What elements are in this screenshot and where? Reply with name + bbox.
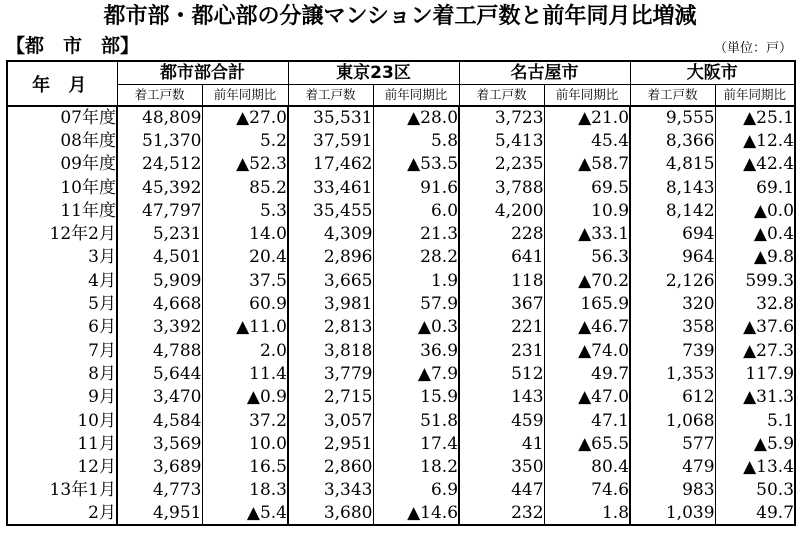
cell-yoy: 56.3 — [544, 246, 630, 269]
cell-yoy: ▲0.9 — [202, 386, 288, 409]
cell-starts: 45,392 — [117, 176, 202, 199]
cell-yoy: 1.8 — [544, 502, 630, 525]
cell-starts: 3,818 — [288, 339, 373, 362]
cell-yoy: 20.4 — [202, 246, 288, 269]
city-header-nagoya: 名古屋市 — [459, 61, 630, 85]
cell-yoy: ▲52.3 — [202, 153, 288, 176]
cell-yoy: ▲14.6 — [373, 502, 459, 525]
cell-yoy: ▲70.2 — [544, 269, 630, 292]
cell-starts: 5,231 — [117, 222, 202, 245]
cell-starts: 739 — [630, 339, 715, 362]
row-period: 4月 — [88, 270, 116, 291]
cell-starts: 3,470 — [117, 386, 202, 409]
cell-yoy: 10.0 — [202, 432, 288, 455]
table-row — [7, 269, 795, 292]
cell-starts: 3,665 — [288, 269, 373, 292]
cell-starts: 51,370 — [117, 129, 202, 152]
row-period: 10年度 — [60, 177, 116, 198]
cell-starts: 3,981 — [288, 292, 373, 315]
table-row — [7, 292, 795, 315]
table-row — [7, 339, 795, 362]
cell-yoy: 18.2 — [373, 455, 459, 478]
cell-yoy: ▲0.4 — [715, 222, 795, 245]
cell-yoy: 2.0 — [202, 339, 288, 362]
row-period: 09年度 — [60, 154, 116, 175]
cell-yoy: 49.7 — [544, 362, 630, 385]
table-body — [7, 106, 795, 525]
table-row — [7, 409, 795, 432]
cell-yoy: 51.8 — [373, 409, 459, 432]
cell-starts: 35,455 — [288, 199, 373, 222]
cell-yoy: 45.4 — [544, 129, 630, 152]
cell-yoy: 60.9 — [202, 292, 288, 315]
cell-starts: 8,143 — [630, 176, 715, 199]
cell-starts: 512 — [459, 362, 544, 385]
cell-yoy: 6.0 — [373, 199, 459, 222]
cell-yoy: 6.9 — [373, 479, 459, 502]
cell-yoy: 80.4 — [544, 455, 630, 478]
cell-starts: 1,353 — [630, 362, 715, 385]
cell-yoy: 17.4 — [373, 432, 459, 455]
row-period: 3月 — [88, 247, 116, 268]
row-period: 10月 — [77, 410, 116, 431]
cell-yoy: ▲7.9 — [373, 362, 459, 385]
cell-starts: 4,668 — [117, 292, 202, 315]
sub-header-starts: 着工戸数 — [630, 85, 715, 107]
table-row — [7, 479, 795, 502]
cell-yoy: ▲28.0 — [373, 106, 459, 129]
cell-yoy: 47.1 — [544, 409, 630, 432]
city-header-row — [7, 61, 795, 85]
cell-starts: 358 — [630, 316, 715, 339]
cell-yoy: 11.4 — [202, 362, 288, 385]
cell-starts: 3,569 — [117, 432, 202, 455]
row-period: 5月 — [88, 294, 116, 315]
sub-header-yoy: 前年同期比 — [373, 85, 459, 107]
table-row — [7, 246, 795, 269]
cell-starts: 612 — [630, 386, 715, 409]
period-header: 年 月 — [7, 61, 117, 106]
cell-yoy: 49.7 — [715, 502, 795, 525]
cell-starts: 964 — [630, 246, 715, 269]
cell-yoy: 37.5 — [202, 269, 288, 292]
row-period: 12年2月 — [49, 224, 116, 245]
cell-starts: 3,392 — [117, 316, 202, 339]
cell-yoy: ▲33.1 — [544, 222, 630, 245]
cell-yoy: 32.8 — [715, 292, 795, 315]
table-row — [7, 176, 795, 199]
cell-yoy: 74.6 — [544, 479, 630, 502]
cell-starts: 33,461 — [288, 176, 373, 199]
cell-starts: 8,142 — [630, 199, 715, 222]
cell-yoy: ▲5.9 — [715, 432, 795, 455]
cell-yoy: 18.3 — [202, 479, 288, 502]
cell-starts: 221 — [459, 316, 544, 339]
cell-starts: 4,951 — [117, 502, 202, 525]
cell-yoy: ▲5.4 — [202, 502, 288, 525]
cell-yoy: ▲74.0 — [544, 339, 630, 362]
cell-yoy: 37.2 — [202, 409, 288, 432]
cell-yoy: 50.3 — [715, 479, 795, 502]
cell-starts: 3,343 — [288, 479, 373, 502]
cell-starts: 459 — [459, 409, 544, 432]
row-period: 7月 — [88, 340, 116, 361]
cell-starts: 4,584 — [117, 409, 202, 432]
cell-yoy: ▲9.8 — [715, 246, 795, 269]
cell-starts: 4,501 — [117, 246, 202, 269]
cell-starts: 5,909 — [117, 269, 202, 292]
cell-starts: 3,788 — [459, 176, 544, 199]
cell-yoy: ▲31.3 — [715, 386, 795, 409]
cell-yoy: ▲13.4 — [715, 455, 795, 478]
cell-yoy: ▲12.4 — [715, 129, 795, 152]
cell-yoy: ▲42.4 — [715, 153, 795, 176]
cell-starts: 577 — [630, 432, 715, 455]
table-row — [7, 316, 795, 339]
city-header-tokyo: 東京23区 — [288, 61, 459, 85]
page-title: 都市部・都心部の分譲マンション着工戸数と前年同月比増減 — [103, 4, 697, 29]
cell-yoy: 5.2 — [202, 129, 288, 152]
table-row — [7, 455, 795, 478]
sub-header-starts: 着工戸数 — [117, 85, 202, 107]
cell-starts: 3,723 — [459, 106, 544, 129]
cell-starts: 2,235 — [459, 153, 544, 176]
cell-starts: 5,413 — [459, 129, 544, 152]
cell-yoy: 1.9 — [373, 269, 459, 292]
cell-starts: 9,555 — [630, 106, 715, 129]
table-row — [7, 129, 795, 152]
cell-starts: 2,860 — [288, 455, 373, 478]
row-period: 8月 — [88, 363, 116, 384]
table-row — [7, 153, 795, 176]
table-row — [7, 362, 795, 385]
cell-starts: 231 — [459, 339, 544, 362]
cell-yoy: 69.1 — [715, 176, 795, 199]
table-row — [7, 222, 795, 245]
cell-yoy: ▲21.0 — [544, 106, 630, 129]
cell-starts: 367 — [459, 292, 544, 315]
cell-starts: 5,644 — [117, 362, 202, 385]
cell-yoy: 69.5 — [544, 176, 630, 199]
cell-starts: 143 — [459, 386, 544, 409]
cell-starts: 320 — [630, 292, 715, 315]
cell-yoy: ▲27.0 — [202, 106, 288, 129]
table-row — [7, 199, 795, 222]
cell-starts: 3,779 — [288, 362, 373, 385]
cell-starts: 17,462 — [288, 153, 373, 176]
cell-starts: 37,591 — [288, 129, 373, 152]
table-row — [7, 502, 795, 525]
row-period: 11年度 — [60, 200, 116, 221]
row-period: 08年度 — [60, 130, 116, 151]
sub-header-row — [7, 85, 795, 107]
cell-yoy: 165.9 — [544, 292, 630, 315]
cell-starts: 479 — [630, 455, 715, 478]
cell-yoy: 5.8 — [373, 129, 459, 152]
sub-header-yoy: 前年同期比 — [715, 85, 795, 107]
sub-header-starts: 着工戸数 — [288, 85, 373, 107]
cell-yoy: 36.9 — [373, 339, 459, 362]
table-row — [7, 432, 795, 455]
cell-starts: 4,773 — [117, 479, 202, 502]
cell-starts: 2,126 — [630, 269, 715, 292]
cell-yoy: 57.9 — [373, 292, 459, 315]
unit-label: （単位：戸） — [713, 41, 792, 56]
table-row — [7, 106, 795, 129]
cell-starts: 41 — [459, 432, 544, 455]
cell-yoy: ▲58.7 — [544, 153, 630, 176]
cell-starts: 3,689 — [117, 455, 202, 478]
row-period: 11月 — [77, 433, 116, 454]
row-period: 6月 — [88, 317, 116, 338]
cell-starts: 48,809 — [117, 106, 202, 129]
cell-yoy: ▲27.3 — [715, 339, 795, 362]
cell-starts: 47,797 — [117, 199, 202, 222]
sub-header-starts: 着工戸数 — [459, 85, 544, 107]
cell-yoy: ▲37.6 — [715, 316, 795, 339]
cell-starts: 4,200 — [459, 199, 544, 222]
section-label: 【都 市 部】 — [6, 35, 140, 57]
sub-header-yoy: 前年同期比 — [202, 85, 288, 107]
cell-starts: 1,068 — [630, 409, 715, 432]
cell-starts: 3,057 — [288, 409, 373, 432]
housing-starts-table — [6, 60, 796, 526]
cell-starts: 350 — [459, 455, 544, 478]
table-row — [7, 386, 795, 409]
row-period: 2月 — [88, 503, 116, 524]
cell-starts: 232 — [459, 502, 544, 525]
cell-yoy: 10.9 — [544, 199, 630, 222]
city-header-total: 都市部合計 — [117, 61, 288, 85]
cell-yoy: 5.1 — [715, 409, 795, 432]
cell-starts: 118 — [459, 269, 544, 292]
cell-starts: 694 — [630, 222, 715, 245]
row-period: 13年1月 — [49, 480, 116, 501]
cell-yoy: 91.6 — [373, 176, 459, 199]
cell-starts: 24,512 — [117, 153, 202, 176]
cell-yoy: 5.3 — [202, 199, 288, 222]
cell-yoy: 14.0 — [202, 222, 288, 245]
cell-starts: 8,366 — [630, 129, 715, 152]
cell-starts: 1,039 — [630, 502, 715, 525]
cell-yoy: ▲65.5 — [544, 432, 630, 455]
cell-starts: 2,813 — [288, 316, 373, 339]
cell-starts: 4,788 — [117, 339, 202, 362]
cell-starts: 447 — [459, 479, 544, 502]
cell-starts: 983 — [630, 479, 715, 502]
cell-starts: 641 — [459, 246, 544, 269]
cell-yoy: 28.2 — [373, 246, 459, 269]
cell-starts: 3,680 — [288, 502, 373, 525]
city-header-osaka: 大阪市 — [630, 61, 795, 85]
cell-starts: 2,715 — [288, 386, 373, 409]
cell-starts: 4,815 — [630, 153, 715, 176]
cell-starts: 2,896 — [288, 246, 373, 269]
cell-yoy: ▲46.7 — [544, 316, 630, 339]
cell-yoy: ▲0.3 — [373, 316, 459, 339]
sub-header-yoy: 前年同期比 — [544, 85, 630, 107]
cell-yoy: ▲53.5 — [373, 153, 459, 176]
cell-yoy: ▲0.0 — [715, 199, 795, 222]
row-period: 9月 — [88, 387, 116, 408]
cell-starts: 35,531 — [288, 106, 373, 129]
cell-yoy: 16.5 — [202, 455, 288, 478]
row-period: 12月 — [77, 457, 116, 478]
cell-yoy: 21.3 — [373, 222, 459, 245]
cell-yoy: 85.2 — [202, 176, 288, 199]
cell-starts: 2,951 — [288, 432, 373, 455]
row-period: 07年度 — [60, 108, 116, 129]
cell-yoy: 599.3 — [715, 269, 795, 292]
cell-yoy: 15.9 — [373, 386, 459, 409]
cell-yoy: 117.9 — [715, 362, 795, 385]
cell-yoy: ▲25.1 — [715, 106, 795, 129]
cell-starts: 228 — [459, 222, 544, 245]
cell-yoy: ▲11.0 — [202, 316, 288, 339]
cell-yoy: ▲47.0 — [544, 386, 630, 409]
cell-starts: 4,309 — [288, 222, 373, 245]
